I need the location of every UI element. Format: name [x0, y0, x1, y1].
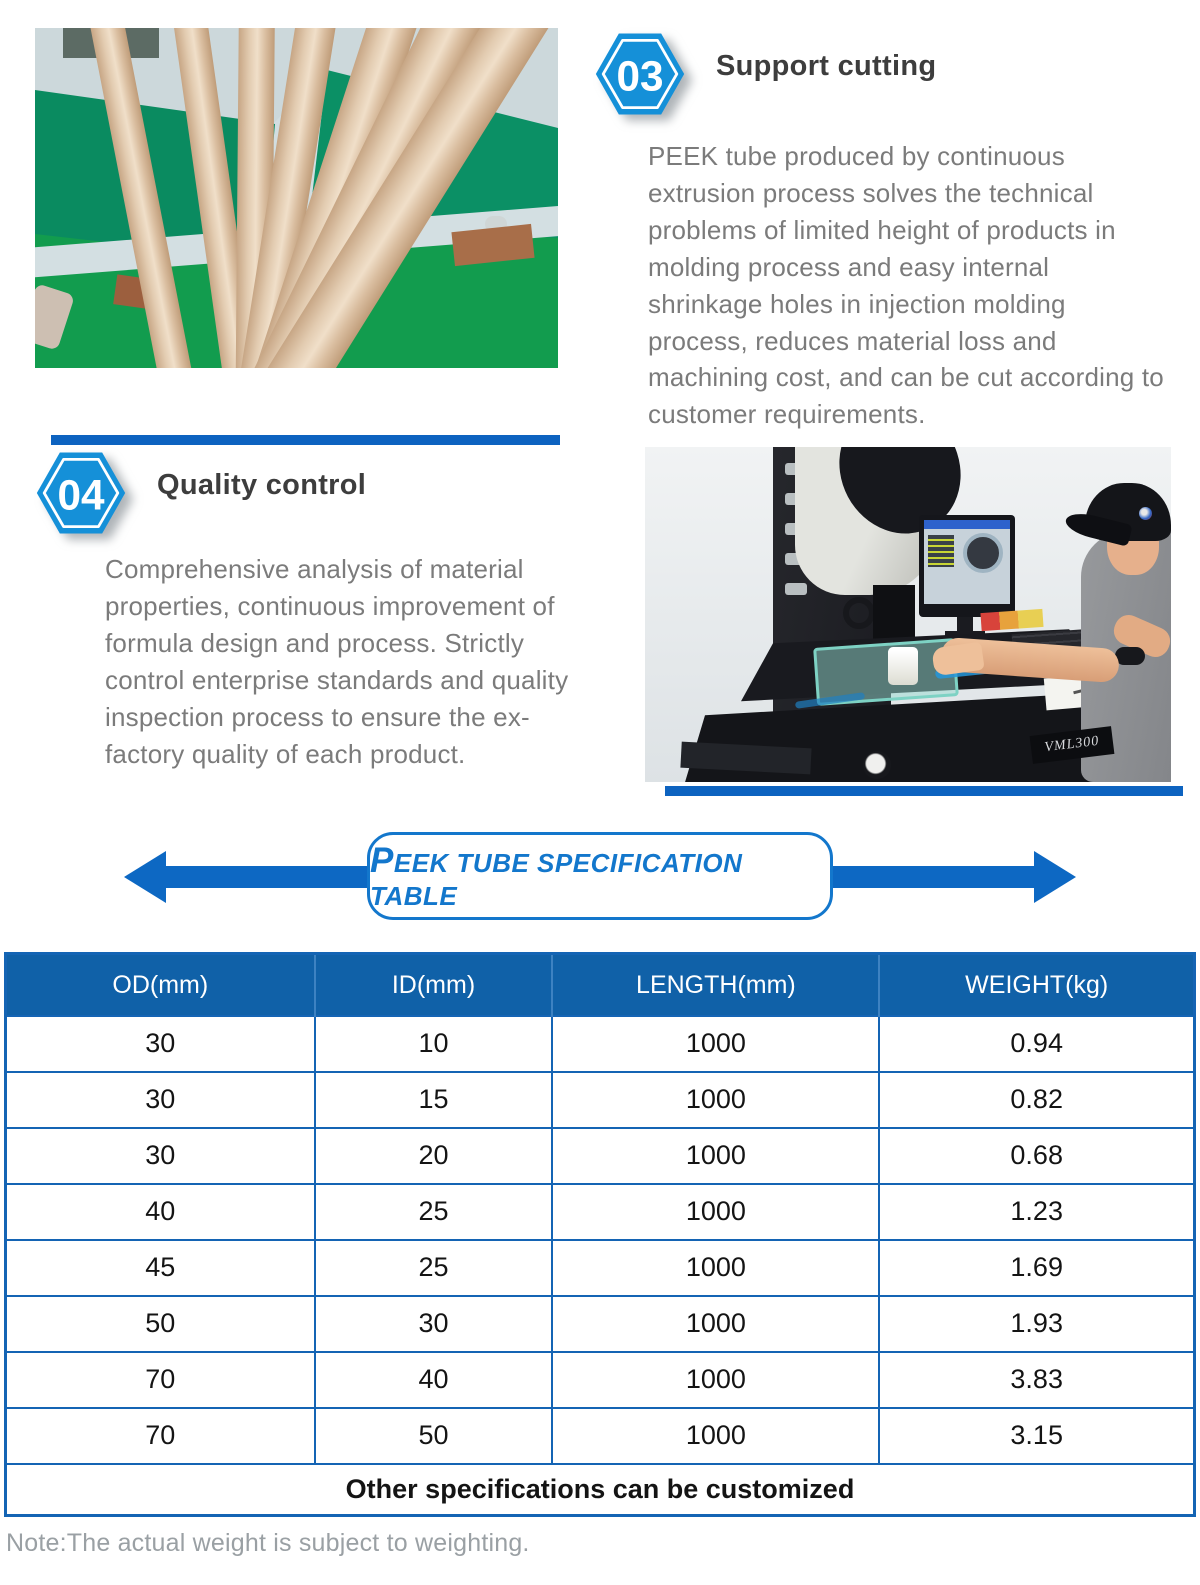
coiled-cable-shape — [843, 597, 875, 629]
camera-lens-shape — [873, 585, 915, 639]
cell-id: 10 — [315, 1016, 553, 1072]
cell-od: 70 — [6, 1352, 315, 1408]
table-row — [6, 1184, 1195, 1240]
weight-note: Note:The actual weight is subject to weighting. — [6, 1529, 530, 1558]
photo-accent-bar — [51, 435, 560, 445]
wood-block-shape — [451, 224, 534, 266]
row-support-cutting — [0, 0, 1200, 433]
cell-length: 1000 — [552, 1296, 879, 1352]
arrow-right-icon — [1034, 851, 1076, 903]
section-body-text: Comprehensive analysis of material properties, continuous improvement of formula design and process. Strictly control enterprise standards and quality inspection process to ensure the ex-factory quality of each product. — [105, 554, 569, 769]
peek-tubes-photo — [35, 28, 558, 433]
cell-id: 25 — [315, 1240, 553, 1296]
cell-weight: 0.94 — [879, 1016, 1194, 1072]
cell-id: 20 — [315, 1128, 553, 1184]
cell-od: 70 — [6, 1408, 315, 1464]
step-number: 04 — [57, 471, 105, 519]
table-row — [6, 1072, 1195, 1128]
cell-weight: 0.68 — [879, 1128, 1194, 1184]
step-number: 03 — [616, 52, 664, 100]
table-row — [6, 1240, 1195, 1296]
tube-end-shape — [35, 283, 75, 351]
cell-od: 30 — [6, 1016, 315, 1072]
screen-measurement-circle-shape — [963, 533, 1003, 573]
cell-length: 1000 — [552, 1072, 879, 1128]
cell-length: 1000 — [552, 1016, 879, 1072]
peek-tubes-photo-canvas — [35, 28, 558, 368]
spec-table-banner — [0, 830, 1200, 926]
spec-table — [4, 952, 1196, 1517]
sticky-notes-shape — [980, 609, 1043, 631]
cell-od: 40 — [6, 1184, 315, 1240]
quality-inspection-photo-canvas — [645, 447, 1171, 782]
cell-weight: 1.93 — [879, 1296, 1194, 1352]
spec-table-section — [0, 952, 1200, 1517]
table-row — [6, 1296, 1195, 1352]
col-header-id: ID(mm) — [315, 954, 553, 1016]
banner-title: PEEK TUBE SPECIFICATION TABLE — [370, 840, 743, 911]
table-row — [6, 1016, 1195, 1072]
col-header-od: OD(mm) — [6, 954, 315, 1016]
cell-weight: 1.23 — [879, 1184, 1194, 1240]
monitor-stand-shape — [957, 617, 973, 631]
cell-length: 1000 — [552, 1240, 879, 1296]
step-04-badge-icon — [35, 447, 127, 539]
cell-od: 30 — [6, 1128, 315, 1184]
spec-header-row — [6, 954, 1195, 1016]
table-footer-note: Other specifications can be customized — [6, 1464, 1195, 1516]
row-quality-control — [0, 447, 1200, 782]
col-header-weight: WEIGHT(kg) — [879, 954, 1194, 1016]
quality-inspection-photo — [645, 447, 1171, 782]
photo-accent-bar — [665, 786, 1183, 796]
step-03-badge-icon — [594, 28, 686, 120]
section-body-text: PEEK tube produced by continuous extrusion process solves the technical problems of limited height of products in molding process and easy internal shrinkage holes in injection molding process, reduces material loss and machining cost, and can be cut according to customer requirements. — [648, 141, 1164, 430]
cell-od: 50 — [6, 1296, 315, 1352]
cell-weight: 3.83 — [879, 1352, 1194, 1408]
cell-weight: 1.69 — [879, 1240, 1194, 1296]
table-footer-row — [6, 1464, 1195, 1516]
table-row — [6, 1128, 1195, 1184]
machine-model-label: VML300 — [1043, 733, 1101, 756]
cell-length: 1000 — [552, 1352, 879, 1408]
cell-length: 1000 — [552, 1408, 879, 1464]
mouse-shape — [1115, 647, 1145, 665]
cell-id: 25 — [315, 1184, 553, 1240]
sample-part-shape — [888, 647, 918, 685]
section-support-cutting — [594, 28, 1166, 433]
section-title: Quality control — [157, 468, 367, 501]
screen-titlebar-shape — [924, 520, 1010, 529]
cell-id: 30 — [315, 1296, 553, 1352]
cell-weight: 0.82 — [879, 1072, 1194, 1128]
section-header — [594, 28, 1166, 120]
section-header — [35, 447, 603, 539]
cell-weight: 3.15 — [879, 1408, 1194, 1464]
screen-ui-shape — [928, 535, 954, 567]
cell-od: 45 — [6, 1240, 315, 1296]
cell-id: 50 — [315, 1408, 553, 1464]
cell-id: 15 — [315, 1072, 553, 1128]
section-title: Support cutting — [716, 49, 937, 82]
cell-length: 1000 — [552, 1184, 879, 1240]
cell-id: 40 — [315, 1352, 553, 1408]
section-quality-control — [35, 447, 603, 782]
table-row — [6, 1408, 1195, 1464]
cell-od: 30 — [6, 1072, 315, 1128]
cell-length: 1000 — [552, 1128, 879, 1184]
table-row — [6, 1352, 1195, 1408]
banner-pill — [367, 832, 833, 920]
col-header-length: LENGTH(mm) — [552, 954, 879, 1016]
